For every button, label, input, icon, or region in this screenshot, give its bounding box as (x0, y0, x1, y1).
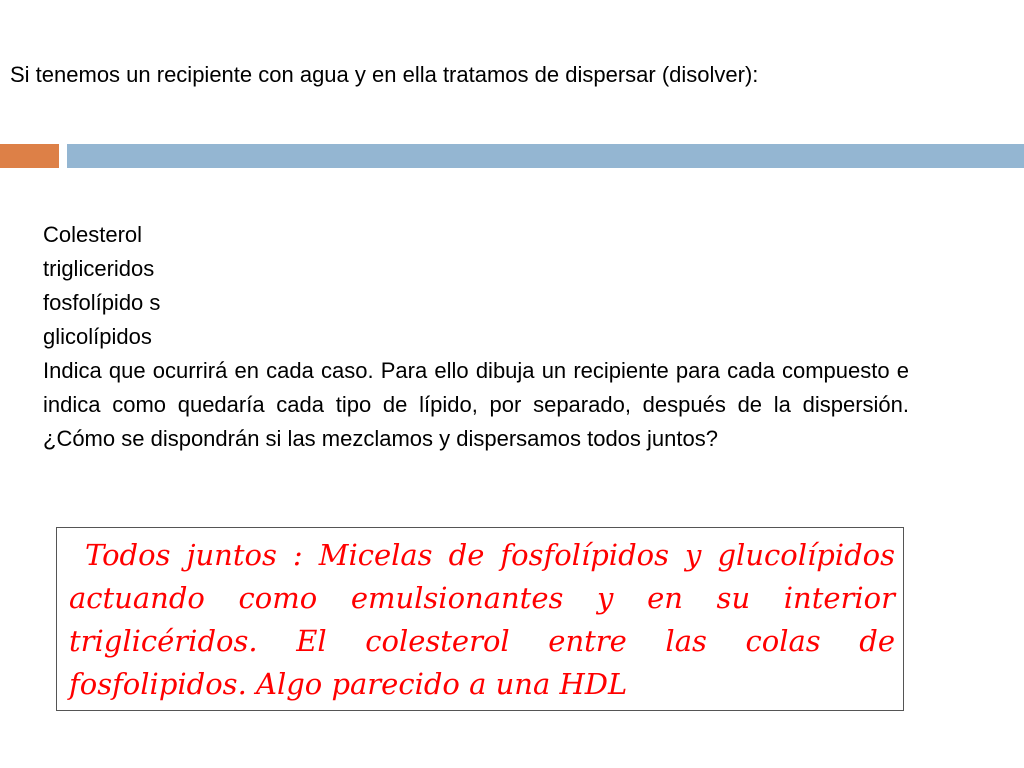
compound-list (43, 218, 909, 354)
answer-box (56, 527, 904, 711)
compound-item-fosfolipidos: fosfolípido s (43, 290, 161, 315)
instructions-paragraph: Indica que ocurrirá en cada caso. Para ello dibuja un recipiente para cada compuesto e indica como quedaría cada tipo de lípido, por separado, después de la dispersión. ¿Cómo se dispondrán si las mezclamos y dispersamos todos juntos? (43, 358, 909, 451)
compound-item-glicolipidos: glicolípidos (43, 324, 152, 349)
slide-title: Si tenemos un recipiente con agua y en ella tratamos de dispersar (disolver): (10, 62, 759, 87)
compound-item-trigliceridos: trigliceridos (43, 256, 155, 281)
blue-accent-bar (67, 144, 1024, 168)
orange-accent-bar (0, 144, 59, 168)
answer-text: Todos juntos : Micelas de fosfolípidos y glucolípidos actuando como emulsionantes y en su interior triglicéridos. El colesterol entre las colas de fosfolipidos. Algo parecido a una HDL (69, 538, 895, 701)
compound-item-colesterol: Colesterol (43, 222, 143, 247)
question-content (43, 218, 909, 456)
